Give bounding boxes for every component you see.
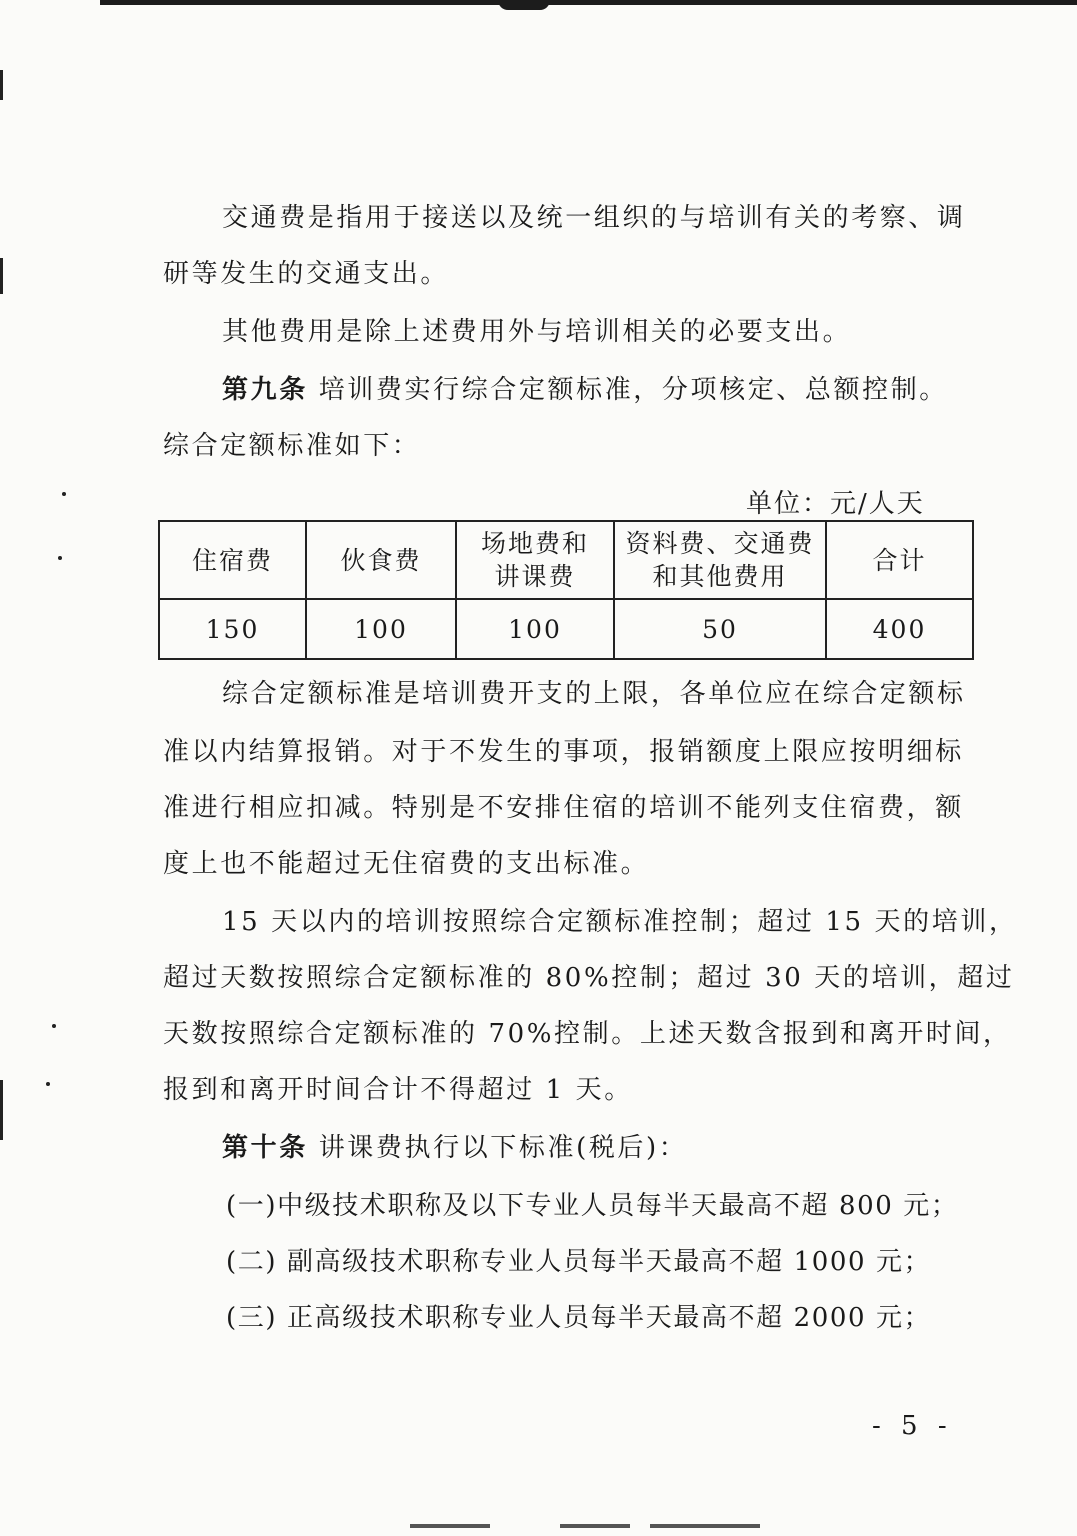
paragraph-quota-line-2: 准以内结算报销。对于不发生的事项，报销额度上限应按明细标 <box>163 737 964 767</box>
paragraph-duration-line-2: 超过天数按照综合定额标准的 80%控制；超过 30 天的培训，超过 <box>163 963 1015 993</box>
paragraph-other-costs: 其他费用是除上述费用外与培训相关的必要支出。 <box>222 317 852 347</box>
article-10-line <box>222 1130 687 1166</box>
paragraph-duration-line-3: 天数按照综合定额标准的 70%控制。上述天数含报到和离开时间， <box>163 1019 1012 1049</box>
paragraph-duration-line-4: 报到和离开时间合计不得超过 1 天。 <box>163 1075 633 1105</box>
scan-left-edge-mark <box>0 1080 3 1140</box>
table-row <box>159 599 973 659</box>
scan-speck <box>62 492 66 496</box>
scan-bottom-mark <box>410 1524 490 1528</box>
header-cell-materials-transport-other: 资料费、交通费 和其他费用 <box>614 521 826 599</box>
value-cell-total: 400 <box>826 599 973 659</box>
scan-speck <box>46 1082 50 1086</box>
page-number: - 5 - <box>872 1411 953 1441</box>
quota-standard-table <box>158 520 974 660</box>
scan-left-edge-mark <box>0 70 3 100</box>
scan-speck <box>58 556 62 560</box>
list-item: (三) 正高级技术职称专业人员每半天最高不超 2000 元； <box>226 1303 932 1333</box>
list-item: (二) 副高级技术职称专业人员每半天最高不超 1000 元； <box>226 1247 932 1277</box>
article-10-label: 第十条 <box>222 1133 308 1163</box>
paragraph-quota-line-4: 度上也不能超过无住宿费的支出标准。 <box>163 849 650 879</box>
header-cell-meals: 伙食费 <box>306 521 456 599</box>
scan-top-edge <box>100 0 1077 5</box>
value-cell-lodging: 150 <box>159 599 306 659</box>
scan-bottom-mark <box>650 1524 760 1528</box>
list-item: (一)中级技术职称及以下专业人员每半天最高不超 800 元； <box>226 1191 959 1221</box>
paragraph-duration-line-1: 15 天以内的培训按照综合定额标准控制；超过 15 天的培训， <box>222 907 1018 937</box>
header-cell-venue-lecture: 场地费和 讲课费 <box>456 521 614 599</box>
value-cell-venue-lecture: 100 <box>456 599 614 659</box>
scan-left-edge-mark <box>0 258 3 294</box>
paragraph-transport-line-1: 交通费是指用于接送以及统一组织的与培训有关的考察、调 <box>222 203 966 233</box>
scan-bottom-mark <box>560 1524 630 1528</box>
table-unit-label: 单位：元/人天 <box>746 489 925 519</box>
article-10-text: 讲课费执行以下标准(税后)： <box>318 1133 688 1163</box>
paragraph-transport-line-2: 研等发生的交通支出。 <box>163 259 450 289</box>
value-cell-materials-transport-other: 50 <box>614 599 826 659</box>
scan-top-mark <box>498 0 550 10</box>
header-cell-lodging: 住宿费 <box>159 521 306 599</box>
scan-speck <box>52 1024 56 1028</box>
table-header-row <box>159 521 973 599</box>
article-9-line-2: 综合定额标准如下： <box>163 431 421 461</box>
paragraph-quota-line-1: 综合定额标准是培训费开支的上限，各单位应在综合定额标 <box>222 679 966 709</box>
value-cell-meals: 100 <box>306 599 456 659</box>
article-9-text: 培训费实行综合定额标准，分项核定、总额控制。 <box>318 375 948 405</box>
article-9-label: 第九条 <box>222 375 308 405</box>
article-9-line-1 <box>222 372 948 408</box>
paragraph-quota-line-3: 准进行相应扣减。特别是不安排住宿的培训不能列支住宿费，额 <box>163 793 964 823</box>
header-cell-total: 合计 <box>826 521 973 599</box>
